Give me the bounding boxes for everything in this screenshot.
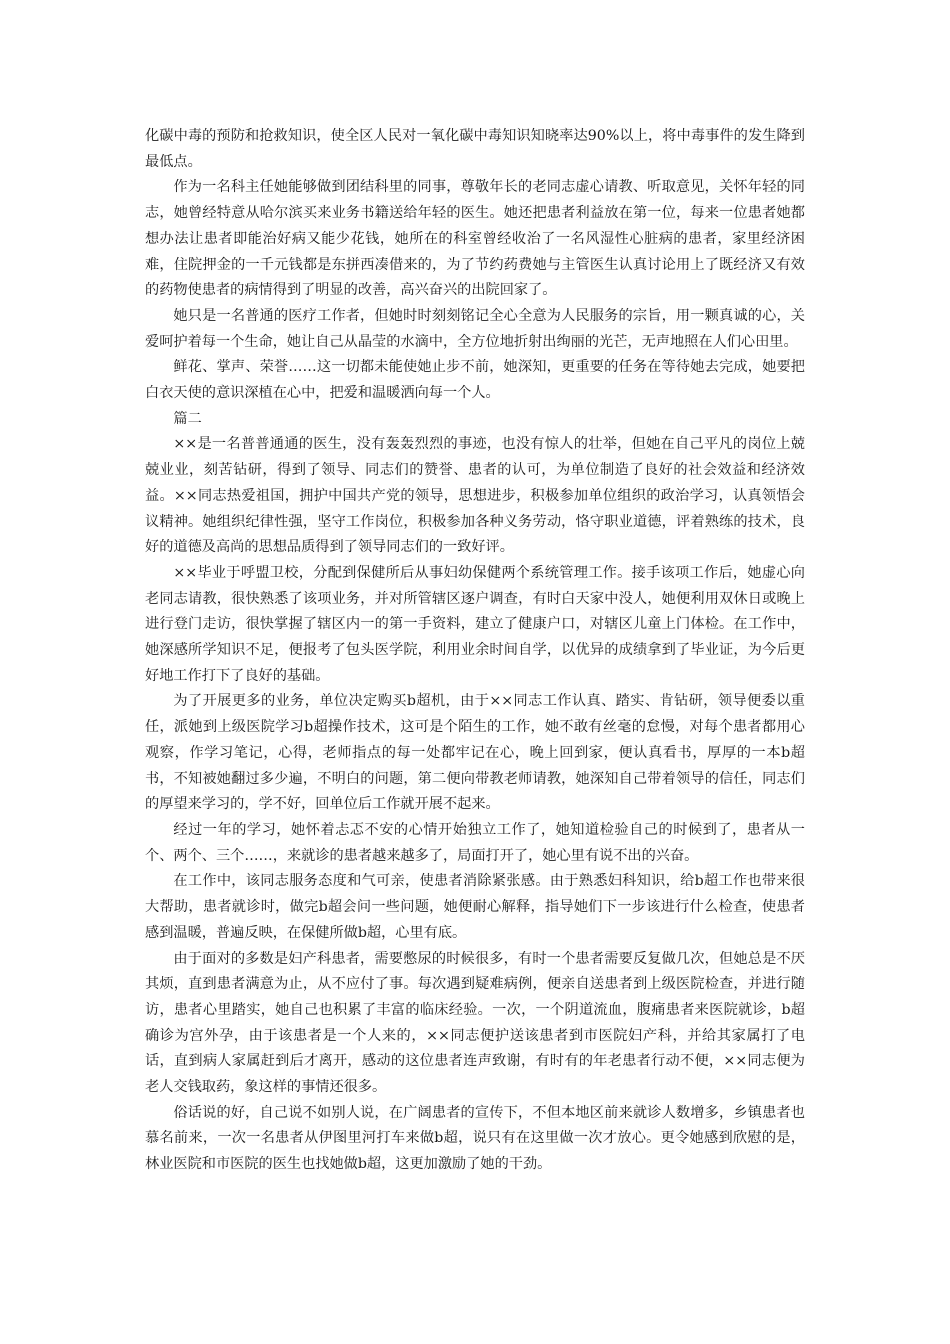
document-body <box>145 124 805 1178</box>
paragraph: ××毕业于呼盟卫校，分配到保健所后从事妇幼保健两个系统管理工作。接手该项工作后，她虚心向老同志请教，很快熟悉了该项业务，并对所管辖区逐户调查，有时白天家中没人，她便利用双休日或晚上进行登门走访，很快掌握了辖区内一的第一手资料，建立了健康户口，对辖区儿童上门体检。在工作中，她深感所学知识不足，便报考了包头医学院，利用业余时间自学，以优异的成绩拿到了毕业证，为今后更好地工作打下了良好的基础。 <box>145 564 805 684</box>
paragraph: 化碳中毒的预防和抢救知识，使全区人民对一氧化碳中毒知识知晓率达90%以上，将中毒事件的发生降到最低点。 <box>145 128 805 170</box>
paragraph: 她只是一名普通的医疗工作者，但她时时刻刻铭记全心全意为人民服务的宗旨，用一颗真诚的心，关爱呵护着每一个生命，她让自己从晶莹的水滴中，全方位地折射出绚丽的光芒，无声地照在人们心田里。 <box>145 307 805 350</box>
paragraph: 在工作中，该同志服务态度和气可亲，使患者消除紧张感。由于熟悉妇科知识，给b超工作也带来很大帮助，患者就诊时，做完b超会问一些问题，她便耐心解释，指导她们下一步该进行什么检查，使患者感到温暖，普遍反映，在保健所做b超，心里有底。 <box>145 873 805 941</box>
paragraph: 由于面对的多数是妇产科患者，需要憋尿的时候很多，有时一个患者需要反复做几次，但她总是不厌其烦，直到患者满意为止，从不应付了事。每次遇到疑难病例，便亲自送患者到上级医院检查，并进行随访，患者心里踏实，她自己也积累了丰富的临床经验。一次，一个阴道流血，腹痛患者来医院就诊，b超确诊为宫外孕，由于该患者是一个人来的，××同志便护送该患者到市医院妇产科，并给其家属打了电话，直到病人家属赶到后才离开，感动的这位患者连声致谢，有时有的年老患者行动不便，××同志便为老人交钱取药，象这样的事情还很多。 <box>145 950 805 1096</box>
section-heading: 篇二 <box>173 410 202 427</box>
paragraph: 俗话说的好，自己说不如别人说，在广阔患者的宣传下，不但本地区前来就诊人数增多，乡镇患者也慕名前来，一次一名患者从伊图里河打车来做b超，说只有在这里做一次才放心。更令她感到欣慰的是，林业医院和市医院的医生也找她做b超，这更加激励了她的干劲。 <box>145 1104 805 1173</box>
paragraph: 经过一年的学习，她怀着忐忑不安的心情开始独立工作了，她知道检验自己的时候到了，患者从一个、两个、三个……，来就诊的患者越来越多了，局面打开了，她心里有说不出的兴奋。 <box>145 821 805 864</box>
paragraph: 鲜花、掌声、荣誉……这一切都未能使她止步不前，她深知，更重要的任务在等待她去完成，她要把白衣天使的意识深植在心中，把爱和温暖洒向每一个人。 <box>145 359 805 402</box>
paragraph: 作为一名科主任她能够做到团结科里的同事，尊敬年长的老同志虚心请教、听取意见，关怀年轻的同志，她曾经特意从哈尔滨买来业务书籍送给年轻的医生。她还把患者利益放在第一位，每来一位患者她都想办法让患者即能治好病又能少花钱，她所在的科室曾经收治了一名风湿性心脏病的患者，家里经济困难，住院押金的一千元钱都是东拼西凑借来的，为了节约药费她与主管医生认真讨论用上了既经济又有效的药物使患者的病情得到了明显的改善，高兴奋兴的出院回家了。 <box>145 179 805 299</box>
paragraph: 为了开展更多的业务，单位决定购买b超机，由于××同志工作认真、踏实、肯钻研，领导便委以重任，派她到上级医院学习b超操作技术，这可是个陌生的工作，她不敢有丝毫的怠慢，对每个患者都用心观察，作学习笔记，心得，老师指点的每一处都牢记在心，晚上回到家，便认真看书，厚厚的一本b超书，不知被她翻过多少遍，不明白的问题，第二便向带教老师请教，她深知自己带着领导的信任，同志们的厚望来学习的，学不好，回单位后工作就开展不起来。 <box>145 693 805 813</box>
paragraph: ××是一名普普通通的医生，没有轰轰烈烈的事迹，也没有惊人的壮举，但她在自己平凡的岗位上兢兢业业，刻苦钻研，得到了领导、同志们的赞誉、患者的认可，为单位制造了良好的社会效益和经济效益。××同志热爱祖国，拥护中国共产党的领导，思想进步，积极参加单位组织的政治学习，认真领悟会议精神。她组织纪律性强，坚守工作岗位，积极参加各种义务劳动，恪守职业道德，评着熟练的技术，良好的道德及高尚的思想品质得到了领导同志们的一致好评。 <box>145 436 805 556</box>
